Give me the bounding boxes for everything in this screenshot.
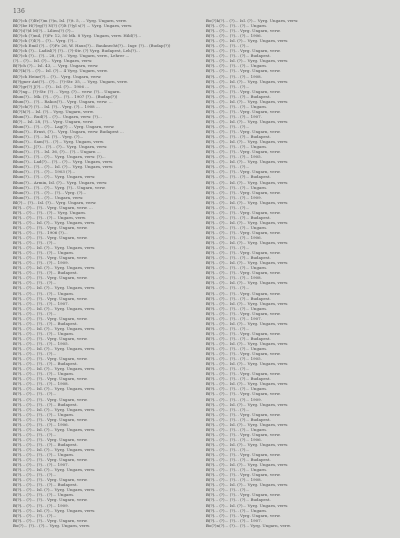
- directory-entry: B(?)... (?)... (?)... Vyrg. Ungarn, verw.: [206, 169, 281, 175]
- directory-entry: Blum(?)... (?)... (?)... (?)... Vyrg. (?)...: [13, 189, 87, 195]
- directory-entry: B(?)... (?)... (?)... (?)... Ungarn.: [206, 386, 268, 392]
- directory-entry: B(?)... (?)... (?)... (?)... 1906.: [13, 421, 69, 427]
- directory-entry: B(?)... (?)... Isl. (?)... Vyrg. Ungarn, verw.: [206, 341, 289, 346]
- directory-entry: B(?)... (?)... (?)... (?)... Budapest.: [206, 174, 271, 180]
- directory-entry: B(?)... (?)... (?)... (?)... Budapest.: [206, 255, 271, 261]
- directory-entry: B(?)... (?)... (?)... Vyrg. Ungarn, verw.: [206, 189, 281, 195]
- directory-entry: B(?)... (?)... (?)... Vyrg. Ungarn, verw.: [13, 275, 88, 281]
- directory-entry: B(?)... (?)... Isl. (?)... Vyrg. Ungarn, verw.: [13, 265, 96, 271]
- directory-entry: B(?)... (?)... (?)... Vyrg. Ungarn, verw.: [206, 411, 281, 417]
- directory-entry: B(?)... (?)... (?)... (?)... Ungarn.: [206, 467, 268, 473]
- directory-entry: B(?)... (?)... Isl. (?)... Vyrg. Ungarn, verw.: [13, 446, 96, 452]
- directory-entry: B(?)... (?)... (?)... Vyrg. Ungarn, verw.: [206, 68, 281, 74]
- directory-entry: B(?)... (?)... (?)... (?)... Budapest.: [13, 401, 78, 407]
- directory-entry: B(?)... (?)... Isl. (?)... Vyrg. Ungarn, verw.: [206, 421, 289, 427]
- directory-entry: B(?)... (?)... (?)... (?)... Budapest.: [13, 320, 78, 326]
- directory-entry: Bo(?)n(?)... (?)... (?)... Vyrg. Ungarn, verw.: [206, 522, 291, 528]
- directory-entry: B(?)... (?)... Isl. (?)... Vyrg. Ungarn, verw.: [13, 285, 96, 291]
- directory-entry: Blum(?)... Mk. (?)... (?)... (?)... 1907 (?)... (Budap(?)): [13, 93, 118, 99]
- directory-entry: Bl(?)ng... (?)-Str. (?) ... Vyrg. (?)... verw. (?)... Ungarn.: [13, 88, 121, 94]
- directory-entry: B(?)... (?)... Isl. (?)... Vyrg. Ungarn, verw.: [206, 58, 289, 64]
- directory-entry: B(?)... (?)... Isl. (?)... Vyrg. Ungarn, verw.: [206, 320, 289, 326]
- directory-entry: B(?)... (?)... Isl. (?)... Vyrg. Ungarn, verw.: [13, 507, 96, 513]
- directory-entry: B(?)... (?)... Isl. (?)... Vyrg. Ungarn, verw.: [206, 300, 289, 306]
- directory-entry: B(?)... (?)... (?)... (?)...: [13, 472, 57, 478]
- directory-entry: B(?)... (?)... (?)... Vyrg. Ungarn, verw.: [13, 224, 88, 230]
- directory-entry: B(?)... (?)... Isl. (?)... Vyrg. Ungarn, verw.: [206, 199, 289, 205]
- directory-entry: B(?)... (?)... (?)... Vyrg. Ungarn, verw.: [13, 416, 88, 422]
- directory-entry: B(?)... (?)... (?)... (?)... Budapest.: [13, 482, 78, 488]
- directory-entry: Bl(?)ch (?)l(?)... (?)... Vyrg. (?)...: [13, 38, 78, 44]
- directory-entry: B(?)... (?)... (?)... 1906 (?)...: [13, 229, 68, 235]
- directory-entry: B(?)... (?)... (?)... Vyrg. Ungarn, verw.: [13, 235, 88, 241]
- directory-entry: B(?)... (?)... (?)... (?)... Budapest.: [206, 53, 271, 59]
- directory-entry: B(?)... (?)... Isl. (?)... Vyrg. Ungarn, verw.: [206, 98, 289, 104]
- directory-entry: B(?)... (?)... (?)... (?)...: [206, 43, 250, 49]
- directory-entry: Bl(?)ch (?)mil, (?)Fr. 12, 50 Mk. 8 Vyrg. Ungarn, verw. Hild(?)...: [13, 33, 142, 39]
- directory-entry: B(?)... (?)... (?)... (?)... Ungarn.: [206, 305, 268, 311]
- page-number: 136: [13, 8, 26, 15]
- directory-entry: B(?)... (?)... (?)... Vyrg. Ungarn, verw.: [206, 48, 281, 54]
- directory-entry: Blum(?)... (?)... Isl. 36, (?)... (?)... Ungarn ...: [13, 149, 101, 155]
- directory-entry: B(?)... (?)... (?)... (?)... Vyrg. Ungarn.: [13, 209, 87, 215]
- directory-entry: B(?)... (?)... (?)... (?)... 1907.: [206, 113, 262, 119]
- directory-entry: B(?)... (?)... (?)... Vyrg. Ungarn, verw.: [206, 129, 281, 135]
- directory-entry: B(?)... (?)... (?)... (?)... Ungarn.: [206, 224, 268, 230]
- directory-entry: B(?)... (?)... Isl. (?)... Vyrg. Ungarn, verw.: [13, 386, 96, 392]
- directory-entry: B(?)... (?)... (?)... (?)... 1909.: [206, 396, 262, 402]
- directory-entry: B(?)... (?)... (?)... (?)... 1909.: [206, 194, 262, 200]
- directory-entry: B(?)... (?)... (?)... (?)... Ungarn.: [206, 103, 268, 109]
- directory-entry: B(?)... (?)... (?)... (?)...: [206, 446, 250, 452]
- directory-entry: B(?)... (?)... (?)... (?)... Ungarn.: [206, 144, 268, 150]
- directory-entry: B(?)... (?)... (?)... Vyrg. Ungarn, verw.: [206, 290, 281, 296]
- directory-entry: Bl(?)ch(?) (?)... Isl. (?)... Vyrg. (?)... 1908 ...: [13, 103, 100, 109]
- directory-entry: B(?)... (?)... (?)... (?)... Ungarn.: [206, 346, 268, 352]
- directory-entry: B(?)... (?)... (?)... (?)... Ungarn.: [206, 507, 268, 513]
- directory-entry: B(?)... (?)... Isl. (?)... Vyrg. Ungarn, verw.: [13, 487, 96, 493]
- directory-entry: B(?)... (?)... (?)... (?)...: [206, 245, 250, 251]
- directory-entry: Blum(?)... (?)... Isl. (?)... Vyrg. (?)...: [13, 134, 84, 140]
- directory-entry: Bl(?)ch Emil (?)... (?)Fr. 26, W. Haus(?)... Bauknecht(?)... Ingr. (?)... (Budap(?)): [13, 43, 171, 49]
- directory-entry: B(?)... (?)... (?)... (?)... Budapest.: [206, 416, 271, 422]
- directory-entry: B(?)... (?)... Isl. (?)... Vyrg. Ungarn, verw.: [206, 38, 289, 44]
- directory-entry: Bl(?)i(?)d M(?)... Lilien(?) (?)...: [13, 28, 75, 34]
- directory-entry: B(?)gner Ant(?)... (?)... (?)-Str. 35, ... Vyrg. Ungarn, verw.: [13, 78, 129, 84]
- directory-entry: B(?)... (?)... Isl. (?)... Vyrg. Ungarn, verw.: [206, 159, 289, 165]
- directory-entry: B(?)... (?)... (?)... Vyrg. Ungarn, verw.: [206, 371, 281, 377]
- directory-entry: B(?)... (?)... (?)... (?)... 1905.: [13, 341, 69, 346]
- directory-entry: B(?)... (?)... (?)... (?)...: [206, 325, 250, 331]
- directory-entry: B(?)... (?)... (?)... Vyrg. Ungarn, verw.: [206, 229, 281, 235]
- directory-entry: Bl(?)ch Heinr(?)... (?)... Vyrg. Ungarn, verw.: [13, 73, 102, 79]
- directory-entry: B(?)... (?)... (?)... Vyrg. Ungarn, verw.: [206, 492, 281, 498]
- directory-entry: B(?)... (?)... (?)... (?)... 1906.: [206, 33, 262, 39]
- directory-entry: B(?)... (?)... Isl. (?)... Vyrg. Ungarn, verw.: [13, 346, 96, 352]
- directory-entry: B(?)... (?)... Isl. (?)... Vyrg. Ungarn, verw.: [13, 406, 96, 412]
- directory-entry: B(?)... (?)... (?)... Vyrg. Ungarn, verw.: [13, 295, 88, 301]
- directory-entry: Bl(?)... Isl. 28, (?)... Vyrg. Ungarn, verw.: [13, 118, 94, 124]
- directory-entry: B(?)... (?)... (?)... (?)... Budapest.: [206, 335, 271, 341]
- directory-entry: B(?)... (?)... Isl. (?)... Vyrg. Ungarn, verw.: [206, 502, 289, 508]
- directory-entry: Bl(?)gr(?) J(?)... (?)... Isl. (?)... 1906 ...: [13, 83, 90, 89]
- directory-entry: B(?)... (?)... Isl. (?)... Vyrg. Ungarn, verw.: [13, 467, 96, 473]
- directory-entry: B(?)... (?)... (?)... (?)... 1905.: [206, 356, 262, 362]
- directory-entry: Bl(?)be H(?)rg(?) N(?) (?)lt (?)yl s(?) ... Vyrg. Ungarn, verw.: [13, 23, 133, 29]
- directory-entry: Blum(?)... Lad(?)... (?)... (?)... Vyrg. Ungarn, verw.: [13, 159, 114, 165]
- directory-entry: B(?)... (?)... (?)... (?)... Budapest.: [206, 295, 271, 301]
- directory-entry: B(?)... (?)... Isl. (?)... Vyrg. Ungarn, verw.: [13, 426, 96, 432]
- directory-entry: B(?)... (?)... (?)... (?)... 1907.: [206, 315, 262, 321]
- directory-entry: Bl(?)k(?)... (?)... Isl. (?)... 4 Vyrg. Ungarn, verw.: [13, 68, 108, 74]
- directory-entry: B(?)... (?)... Isl. (?)... Vyrg. Ungarn, verw.: [206, 361, 289, 367]
- directory-entry: B(?)... (?)... (?)... Vyrg. Ungarn, verw.: [206, 209, 281, 215]
- directory-entry: Bl(?)ch (?)lfr(?)m (?)n, Isl. (?)t. 5, ... Vyrg. Ungarn, verw.: [13, 18, 127, 23]
- directory-entry: B(?)... (?)... (?)... (?)... 1905.: [206, 154, 262, 160]
- directory-entry: B(?)... (?)... (?)... Vyrg. Ungarn, verw.: [13, 436, 88, 442]
- directory-entry: B(?)... (?)... (?)... (?)... Budapest.: [206, 376, 271, 382]
- directory-entry: B(?)... (?)... Isl. (?)... Vyrg. Ungarn, verw.: [13, 219, 96, 225]
- directory-entry: Blum(?)... Ernst, (?)... Vyrg. Ungarn, verw. Budapest ...: [13, 129, 124, 135]
- directory-entry: B(?)... (?)... (?)... Vyrg. Ungarn, verw.: [13, 255, 88, 261]
- directory-entry: B(?)... (?)... (?)... (?)...: [13, 431, 57, 437]
- directory-entry: B(?)... (?)... Isl. (?)... Vyrg. Ungarn, verw.: [206, 78, 289, 84]
- directory-entry: B(?)... (?)... (?)... (?)... Ungarn.: [206, 426, 268, 432]
- directory-entry: B(?)... (?)... Isl. (?)... Vyrg. Ungarn, verw.: [13, 325, 96, 331]
- directory-entry: B(?)... (?)... Isl. (?)... Vyrg. Ungarn, verw.: [206, 441, 289, 447]
- directory-entry: B(?)... (?)... Isl. (?)... Vyrg. Ungarn, verw.: [13, 366, 96, 372]
- directory-entry: B(?)... (?)... (?)... (?)... Ungarn.: [206, 265, 268, 271]
- entry-columns: [13, 18, 388, 528]
- directory-entry: B(?)... (?)... (?)... Vyrg. Ungarn, verw.: [13, 396, 88, 402]
- directory-entry: B(?)... (?)... (?)... (?)...: [206, 164, 250, 170]
- directory-entry: B(?)... (?)... (?)... (?)... Budapest.: [206, 497, 271, 503]
- directory-entry: B(?)... (?)... (?)... Vyrg. Ungarn, verw.: [206, 28, 281, 34]
- directory-entry: (?)... (?)... Isl. (?)... Vyrg. Ungarn, verw.: [13, 58, 93, 64]
- directory-entry: Blum(?)... (?)... (?)... Isl. (?)... Vyrg. Ungarn, verw.: [13, 164, 114, 170]
- directory-entry: B(?)... (?)... (?)... (?)... Ungarn.: [206, 63, 268, 69]
- directory-entry: B(?)... (?)... Isl. (?)... Vyrg. Ungarn, verw.: [206, 179, 289, 185]
- directory-entry: Blum(?)... Rud(?)... (?)... Ungarn, verw. (?)...: [13, 113, 102, 119]
- directory-entry: B(?)... (?)... (?)... Vyrg. Ungarn, verw.: [13, 376, 88, 382]
- directory-entry: B(?)... (?)... (?)... Vyrg. Ungarn, verw.: [13, 315, 88, 321]
- directory-entry: B(?)... (?)... (?)... (?)...: [13, 351, 57, 357]
- directory-entry: B(?)... (?)... (?)... Vyrg. Ungarn, verw.: [13, 356, 88, 362]
- directory-entry: B(?)... (?)... (?)... (?)...: [13, 512, 57, 518]
- left-column: [13, 18, 195, 528]
- directory-entry: B(?)... (?)... (?)... (?)... Ungarn, verw.: [13, 214, 87, 220]
- directory-entry: Blum(?)... (?)... (?)... 1903 (?)...: [13, 169, 76, 175]
- directory-entry: B(?)... (?)... (?)... (?)... 1908.: [206, 477, 262, 483]
- directory-entry: B(?)... (?)... Isl. (?)... Vyrg. Ungarn, verw.: [206, 462, 289, 468]
- directory-entry: Blum(?)... Armin, Isl. (?)... Vyrg. Ungarn, verw.: [13, 179, 108, 185]
- directory-entry: B(?)... (?)... (?)... Vyrg. Ungarn, verw.: [206, 88, 281, 94]
- directory-entry: B(?)... (?)... (?)... (?)...: [206, 204, 250, 210]
- directory-entry: B(?)... (?)... (?)... (?)... 1908.: [206, 275, 262, 281]
- directory-entry: B(?)... (?)... (?)... Vyrg. Ungarn, verw.: [206, 452, 281, 458]
- directory-entry: B(?)... (?)... Isl. (?)... Vyrg. Ungarn, verw.: [206, 482, 289, 488]
- directory-entry: Blum(?)... (?)... Rakos(?)... Vyrg. Ungarn, verw. ...: [13, 98, 113, 104]
- directory-entry: B(?)... (?)... (?)... (?)... 1907.: [13, 462, 69, 468]
- directory-entry: Bl(?)... (?)... Isl. (?)... Vyrg. Ungarn, verw.: [13, 199, 97, 205]
- directory-entry: B(?)... (?)... (?)... (?)... 1907.: [206, 517, 262, 523]
- directory-entry: B(?)... (?)... (?)... (?)... Budapest.: [206, 134, 271, 140]
- directory-entry: B(?)... (?)... (?)... Vyrg. Ungarn, verw.: [206, 149, 281, 155]
- directory-entry: B(?)... (?)... (?)... (?)... Ungarn.: [206, 184, 268, 190]
- directory-entry: B(?)... (?)... (?)... (?)...: [206, 83, 250, 89]
- directory-entry: Blum(?)... (?)... (?)... Ungarn, verw.: [13, 194, 84, 200]
- directory-entry: B(?)... (?)... Isl. (?)... Vyrg. Ungarn, verw.: [206, 240, 289, 246]
- directory-entry: B(?)... (?)... Isl. (?)... Vyrg. Ungarn, verw.: [13, 305, 96, 311]
- directory-entry: B(?)... (?)... (?)... (?)... Ungarn.: [13, 411, 75, 417]
- directory-entry: B(?)... (?)... (?)... Vyrg. Ungarn, verw.: [206, 108, 281, 114]
- directory-entry: B(?)... (?)... (?)... (?)... Ungarn.: [13, 492, 75, 498]
- directory-entry: B(?)... (?)... Isl. (?)... Vyrg. Ungarn, verw.: [206, 139, 289, 145]
- directory-entry: B(?)... (?)... (?)... Vyrg. Ungarn, verw. ...: [13, 204, 93, 210]
- directory-entry: B(?)... (?)... (?)... (?)... Budapest.: [206, 457, 271, 463]
- directory-entry: B(?)... (?)... (?)... (?)...: [206, 123, 250, 129]
- directory-entry: B(?)... (?)... (?)... Vyrg. Ungarn, verw.: [13, 497, 88, 503]
- directory-entry: B(?)... (?)... (?)... (?)...: [206, 406, 250, 412]
- directory-entry: B(?)... (?)... (?)... (?)...: [13, 391, 57, 397]
- directory-entry: B(?)... (?)... (?)... (?)...: [206, 285, 250, 291]
- directory-entry: B(?)... (?)... (?)... Vyrg. Ungarn, verw.: [13, 335, 88, 341]
- directory-entry: B(?)... (?)... (?)... Vyrg. Ungarn, verw.: [206, 351, 281, 357]
- directory-entry: B(?)... (?)... (?)... (?)...: [206, 366, 250, 372]
- directory-entry: Blum(?)... J(?)... (?)... (?)... Vyrg. Ungarn, verw.: [13, 144, 108, 150]
- directory-entry: B(?)... (?)... (?)... Vyrg. Ungarn, verw.: [206, 472, 281, 478]
- directory-entry: B(?)... (?)... (?)... (?)... Ungarn.: [13, 290, 75, 296]
- directory-entry: B(?)... (?)... Isl. (?)... Vyrg. Ungarn, verw.: [206, 118, 289, 124]
- directory-entry: B(?)... (?)... Isl. (?)... Vyrg. Ungarn, verw.: [206, 260, 289, 266]
- directory-entry: Bl(?)h(?)... Isl. (?)... Vyrg. Ungarn, verw.: [13, 108, 94, 114]
- directory-entry: Blum(?)... (?)... (?)... Vyrg. (?)... Ungarn, verw.: [13, 184, 106, 190]
- directory-entry: B(?)... (?)... (?)... Vyrg. Ungarn, verw.: [206, 431, 281, 437]
- directory-entry: B(?)... (?)... (?)... (?)... 1906.: [206, 436, 262, 442]
- directory-entry: B(?)... (?)... (?)... (?)...: [206, 487, 250, 493]
- directory-entry: B(?)... (?)... (?)... (?)... 1909.: [13, 260, 69, 266]
- directory-entry: B(?)... (?)... (?)... (?)... Budapest.: [13, 441, 78, 447]
- directory-entry: B(?)... (?)... (?)... (?)... Budapest.: [13, 270, 78, 276]
- directory-entry: B(?)... (?)... (?)... (?)... 1906.: [206, 235, 262, 241]
- directory-entry: B(?)... (?)... (?)... (?)... 1907.: [13, 300, 69, 306]
- directory-entry: Blum(?)... (?)... (?)... Lag(?) ... Vyrg. Ungarn, verw.: [13, 123, 115, 129]
- directory-entry: B(?)... (?)... (?)... (?)... Budapest.: [13, 361, 78, 367]
- directory-entry: B(?)... (?)... (?)... (?)... 1908.: [206, 73, 262, 79]
- directory-entry: B(?)... (?)... (?)... Vyrg. Ungarn, verw.: [206, 330, 281, 336]
- directory-entry: B(?)... (?)... (?)... (?)... Ungarn.: [13, 250, 75, 256]
- directory-entry: B(?)... (?)... (?)... (?)... Budapest.: [206, 93, 271, 99]
- directory-entry: B(?)... (?)... (?)... (?)... Ungarn.: [206, 23, 268, 29]
- directory-entry: Bo(?)k(?)... (?)... Isl. (?)... Vyrg. Ungarn, verw.: [206, 18, 299, 23]
- directory-entry: B(?)... (?)... Isl. (?)... Vyrg. Ungarn, verw.: [13, 245, 96, 251]
- directory-entry: B(?)... (?)... (?)... Vyrg. Ungarn, verw.: [206, 391, 281, 397]
- directory-entry: B(?)... (?)... Isl. (?)... Vyrg. Ungarn, verw.: [206, 219, 289, 225]
- right-column: [206, 18, 388, 528]
- directory-entry: B(?)... (?)... (?)... (?)... 1909.: [13, 502, 69, 508]
- directory-entry: B(?)... (?)... (?)... Vyrg. Ungarn, verw.: [206, 512, 281, 518]
- directory-entry: B(?)... (?)... (?)... Vyrg. Ungarn, verw.: [13, 477, 88, 483]
- directory-entry: B(?)... (?)... (?)... (?)... Ungarn.: [13, 371, 75, 377]
- directory-entry: Bl(?)ch (?)... (?)... 28, (?)... Vyrg. Ungarn, verw., Lehrer ...: [13, 53, 130, 59]
- directory-entry: Blum(?)... Sam(?)... (?)... Vyrg. Ungarn, verw.: [13, 139, 105, 145]
- directory-entry: B(?)... (?)... (?)... (?)...: [13, 280, 57, 286]
- directory-entry: B(?)... (?)... (?)... Vyrg. Ungarn, verw.: [13, 517, 88, 523]
- directory-entry: B(?)... (?)... (?)... (?)... Ungarn.: [13, 452, 75, 458]
- directory-entry: Bl(?)ch (?)... Ladisl(?) (?)... (?)-Str. (?) Vyrg. Budapest, Leh(?)...: [13, 48, 140, 54]
- directory-entry: B(?)... (?)... Isl. (?)... Vyrg. Ungarn, verw.: [206, 381, 289, 387]
- directory-entry: Bo(?)... (?)... (?)... Vyrg. Ungarn, verw.: [13, 522, 91, 528]
- directory-entry: Blum(?)... (?)... (?)... Vyrg. Ungarn, verw.: [13, 174, 96, 180]
- directory-entry: B(?)... (?)... (?)... (?)... Budapest.: [206, 214, 271, 220]
- directory-entry: B(?)... (?)... Isl. (?)... Vyrg. Ungarn, verw.: [206, 401, 289, 407]
- directory-entry: B(?)... (?)... Isl. (?)... Vyrg. Ungarn, verw.: [206, 280, 289, 286]
- directory-entry: B(?)... (?)... (?)... (?)...: [13, 310, 57, 316]
- directory-entry: B(?)... (?)... (?)... (?)... Ungarn.: [13, 330, 75, 336]
- directory-entry: B(?)... (?)... (?)... Vyrg. Ungarn, verw.: [206, 310, 281, 316]
- directory-entry: B(?)... (?)... (?)... (?)... 1908.: [13, 381, 69, 387]
- directory-entry: Blum(?)... (?)... (?)... Vyrg. Ungarn, verw. (?)...: [13, 154, 106, 160]
- directory-entry: B(?)ch (?)... Isl. 43, ... Vyrg. Ungarn, verw.: [13, 63, 99, 69]
- directory-entry: B(?)... (?)... (?)... (?)...: [13, 240, 57, 246]
- directory-entry: B(?)... (?)... (?)... Vyrg. Ungarn, verw.: [206, 270, 281, 276]
- directory-entry: B(?)... (?)... (?)... Vyrg. Ungarn, verw.: [13, 457, 88, 463]
- directory-entry: B(?)... (?)... (?)... Vyrg. Ungarn, verw.: [206, 250, 281, 256]
